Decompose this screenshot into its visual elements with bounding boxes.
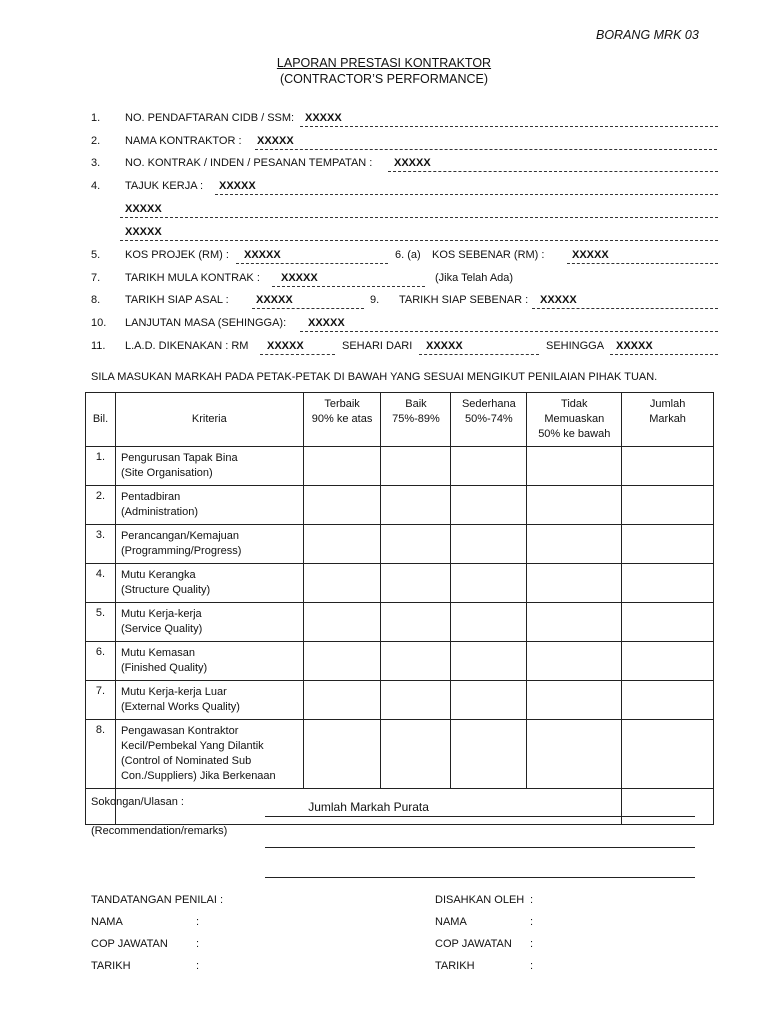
score-cell-baik[interactable] bbox=[381, 681, 451, 720]
row-number: 4. bbox=[86, 564, 116, 603]
field-10-number: 10. bbox=[91, 317, 107, 329]
field-9-value[interactable]: XXXXX bbox=[540, 294, 577, 306]
evaluator-name-colon: : bbox=[196, 916, 200, 928]
field-5-line bbox=[236, 263, 388, 264]
header-tidak-memuaskan: Tidak Memuaskan 50% ke bawah bbox=[527, 393, 622, 447]
approver-stamp-label: COP JAWATAN bbox=[435, 938, 512, 950]
field-8-number: 8. bbox=[91, 294, 101, 306]
score-cell-terbaik[interactable] bbox=[303, 486, 381, 525]
score-cell-jumlah[interactable] bbox=[622, 603, 714, 642]
header-baik: Baik 75%-89% bbox=[381, 393, 451, 447]
field-11-label: L.A.D. DIKENAKAN : RM bbox=[125, 340, 249, 352]
score-cell-jumlah[interactable] bbox=[622, 720, 714, 789]
instruction-text: SILA MASUKAN MARKAH PADA PETAK-PETAK DI BAWAH YANG SESUAI MENGIKUT PENILAIAN PIHAK TUAN. bbox=[91, 371, 658, 383]
field-9-number: 9. bbox=[370, 294, 380, 306]
remarks-sublabel: (Recommendation/remarks) bbox=[91, 825, 228, 837]
row-criteria: Pengurusan Tapak Bina (Site Organisation) bbox=[115, 447, 303, 486]
score-cell-sederhana[interactable] bbox=[451, 564, 527, 603]
row-criteria: Mutu Kerangka (Structure Quality) bbox=[115, 564, 303, 603]
field-11-value-3[interactable]: XXXXX bbox=[616, 340, 653, 352]
score-cell-baik[interactable] bbox=[381, 447, 451, 486]
score-cell-jumlah[interactable] bbox=[622, 447, 714, 486]
field-1-label: NO. PENDAFTARAN CIDB / SSM: bbox=[125, 112, 295, 124]
score-cell-terbaik[interactable] bbox=[303, 642, 381, 681]
field-2-value[interactable]: XXXXX bbox=[257, 135, 294, 147]
field-2-label: NAMA KONTRAKTOR : bbox=[125, 135, 242, 147]
field-10-line bbox=[300, 331, 718, 332]
header-kriteria: Kriteria bbox=[115, 393, 303, 447]
row-number: 2. bbox=[86, 486, 116, 525]
score-cell-tidak-memuaskan[interactable] bbox=[527, 603, 622, 642]
field-7-value[interactable]: XXXXX bbox=[281, 272, 318, 284]
field-11-line-2 bbox=[419, 354, 539, 355]
evaluator-name-label: NAMA bbox=[91, 916, 123, 928]
field-8-line bbox=[252, 308, 364, 309]
row-number: 7. bbox=[86, 681, 116, 720]
score-cell-baik[interactable] bbox=[381, 642, 451, 681]
field-10-value[interactable]: XXXXX bbox=[308, 317, 345, 329]
field-4-label: TAJUK KERJA : bbox=[125, 180, 204, 192]
evaluator-date-colon: : bbox=[196, 960, 200, 972]
field-6-line bbox=[567, 263, 718, 264]
field-8-label: TARIKH SIAP ASAL : bbox=[125, 294, 229, 306]
row-number: 6. bbox=[86, 642, 116, 681]
remarks-line-3[interactable] bbox=[265, 877, 695, 878]
row-criteria: Perancangan/Kemajuan (Programming/Progress) bbox=[115, 525, 303, 564]
score-cell-tidak-memuaskan[interactable] bbox=[527, 564, 622, 603]
remarks-line-2[interactable] bbox=[265, 847, 695, 848]
approver-date-colon: : bbox=[530, 960, 534, 972]
field-11-label-2: SEHARI DARI bbox=[342, 340, 413, 352]
signature-approver-label: DISAHKAN OLEH bbox=[435, 894, 525, 906]
field-11-line bbox=[260, 354, 335, 355]
field-11-line-3 bbox=[610, 354, 718, 355]
score-cell-tidak-memuaskan[interactable] bbox=[527, 642, 622, 681]
score-cell-jumlah[interactable] bbox=[622, 564, 714, 603]
score-cell-baik[interactable] bbox=[381, 603, 451, 642]
field-4-value[interactable]: XXXXX bbox=[219, 180, 256, 192]
header-jumlah-markah: Jumlah Markah bbox=[622, 393, 714, 447]
score-cell-sederhana[interactable] bbox=[451, 447, 527, 486]
table-row bbox=[86, 525, 714, 564]
field-11-value-2[interactable]: XXXXX bbox=[426, 340, 463, 352]
field-3-value[interactable]: XXXXX bbox=[394, 157, 431, 169]
signature-evaluator-label: TANDATANGAN PENILAI : bbox=[91, 894, 224, 906]
table-row bbox=[86, 447, 714, 486]
field-7-line bbox=[272, 286, 425, 287]
field-6-value[interactable]: XXXXX bbox=[572, 249, 609, 261]
approver-name-label: NAMA bbox=[435, 916, 467, 928]
field-11-value[interactable]: XXXXX bbox=[267, 340, 304, 352]
remarks-label: Sokongan/Ulasan : bbox=[91, 796, 184, 808]
score-cell-terbaik[interactable] bbox=[303, 681, 381, 720]
field-4-line bbox=[215, 194, 718, 195]
header-sederhana: Sederhana 50%-74% bbox=[451, 393, 527, 447]
table-row bbox=[86, 681, 714, 720]
score-cell-sederhana[interactable] bbox=[451, 681, 527, 720]
table-row bbox=[86, 486, 714, 525]
score-cell-terbaik[interactable] bbox=[303, 564, 381, 603]
field-1-value[interactable]: XXXXX bbox=[305, 112, 342, 124]
field-1-number: 1. bbox=[91, 112, 101, 124]
field-5-label: KOS PROJEK (RM) : bbox=[125, 249, 229, 261]
field-7-note: (Jika Telah Ada) bbox=[435, 272, 514, 284]
field-5-number: 5. bbox=[91, 249, 101, 261]
field-7-label: TARIKH MULA KONTRAK : bbox=[125, 272, 260, 284]
approver-title-colon: : bbox=[530, 894, 534, 906]
row-number: 8. bbox=[86, 720, 116, 789]
field-6-label: KOS SEBENAR (RM) : bbox=[432, 249, 545, 261]
page-title: LAPORAN PRESTASI KONTRAKTOR bbox=[276, 56, 492, 70]
row-number: 3. bbox=[86, 525, 116, 564]
score-cell-sederhana[interactable] bbox=[451, 525, 527, 564]
score-cell-sederhana[interactable] bbox=[451, 720, 527, 789]
row-criteria: Mutu Kemasan (Finished Quality) bbox=[115, 642, 303, 681]
field-7-number: 7. bbox=[91, 272, 101, 284]
field-1-line bbox=[300, 126, 718, 127]
field-2-number: 2. bbox=[91, 135, 101, 147]
remarks-line-1[interactable] bbox=[265, 816, 695, 817]
score-cell-sederhana[interactable] bbox=[451, 642, 527, 681]
score-cell-baik[interactable] bbox=[381, 525, 451, 564]
total-score-cell[interactable] bbox=[622, 789, 714, 825]
row-number: 5. bbox=[86, 603, 116, 642]
field-4-value-line-2[interactable]: XXXXX bbox=[125, 203, 162, 215]
table-row bbox=[86, 603, 714, 642]
header-terbaik: Terbaik 90% ke atas bbox=[303, 393, 381, 447]
field-10-label: LANJUTAN MASA (SEHINGGA): bbox=[125, 317, 287, 329]
row-criteria: Pentadbiran (Administration) bbox=[115, 486, 303, 525]
score-cell-jumlah[interactable] bbox=[622, 525, 714, 564]
score-cell-baik[interactable] bbox=[381, 564, 451, 603]
score-cell-jumlah[interactable] bbox=[622, 681, 714, 720]
table-row bbox=[86, 720, 714, 789]
field-11-label-3: SEHINGGA bbox=[546, 340, 605, 352]
approver-name-colon: : bbox=[530, 916, 534, 928]
field-3-line bbox=[388, 171, 718, 172]
field-4-line-2 bbox=[120, 217, 718, 218]
evaluator-date-label: TARIKH bbox=[91, 960, 131, 972]
score-cell-baik[interactable] bbox=[381, 486, 451, 525]
table-header-row bbox=[86, 393, 714, 447]
row-criteria: Mutu Kerja-kerja (Service Quality) bbox=[115, 603, 303, 642]
score-cell-tidak-memuaskan[interactable] bbox=[527, 720, 622, 789]
score-cell-tidak-memuaskan[interactable] bbox=[527, 447, 622, 486]
score-cell-jumlah[interactable] bbox=[622, 642, 714, 681]
table-row bbox=[86, 564, 714, 603]
evaluator-stamp-label: COP JAWATAN bbox=[91, 938, 168, 950]
field-4-value-line-3[interactable]: XXXXX bbox=[125, 226, 162, 238]
field-6-number: 6. (a) bbox=[395, 249, 421, 261]
field-3-number: 3. bbox=[91, 157, 101, 169]
header-bil: Bil. bbox=[86, 393, 116, 447]
total-label: Jumlah Markah Purata bbox=[115, 789, 621, 825]
field-3-label: NO. KONTRAK / INDEN / PESANAN TEMPATAN : bbox=[125, 157, 373, 169]
score-cell-tidak-memuaskan[interactable] bbox=[527, 486, 622, 525]
score-cell-jumlah[interactable] bbox=[622, 486, 714, 525]
row-number: 1. bbox=[86, 447, 116, 486]
field-9-label: TARIKH SIAP SEBENAR : bbox=[399, 294, 529, 306]
score-cell-baik[interactable] bbox=[381, 720, 451, 789]
approver-stamp-colon: : bbox=[530, 938, 534, 950]
criteria-table bbox=[85, 392, 714, 825]
score-cell-sederhana[interactable] bbox=[451, 486, 527, 525]
row-criteria: Mutu Kerja-kerja Luar (External Works Quality) bbox=[115, 681, 303, 720]
approver-date-label: TARIKH bbox=[435, 960, 475, 972]
evaluator-stamp-colon: : bbox=[196, 938, 200, 950]
field-5-value[interactable]: XXXXX bbox=[244, 249, 281, 261]
field-8-value[interactable]: XXXXX bbox=[256, 294, 293, 306]
field-2-line bbox=[255, 149, 717, 150]
row-criteria: Pengawasan Kontraktor Kecil/Pembekal Yang Dilantik (Control of Nominated Sub Con./Suppliers) Jika Berkenaan bbox=[115, 720, 303, 789]
field-4-line-3 bbox=[120, 240, 718, 241]
field-9-line bbox=[532, 308, 718, 309]
field-11-number: 11. bbox=[91, 340, 106, 352]
score-cell-terbaik[interactable] bbox=[303, 720, 381, 789]
table-row bbox=[86, 642, 714, 681]
form-reference: BORANG MRK 03 bbox=[596, 28, 699, 42]
score-cell-terbaik[interactable] bbox=[303, 603, 381, 642]
score-cell-tidak-memuaskan[interactable] bbox=[527, 681, 622, 720]
score-cell-sederhana[interactable] bbox=[451, 603, 527, 642]
score-cell-terbaik[interactable] bbox=[303, 447, 381, 486]
field-4-number: 4. bbox=[91, 180, 101, 192]
score-cell-tidak-memuaskan[interactable] bbox=[527, 525, 622, 564]
page-subtitle: (CONTRACTOR’S PERFORMANCE) bbox=[279, 72, 489, 86]
score-cell-terbaik[interactable] bbox=[303, 525, 381, 564]
